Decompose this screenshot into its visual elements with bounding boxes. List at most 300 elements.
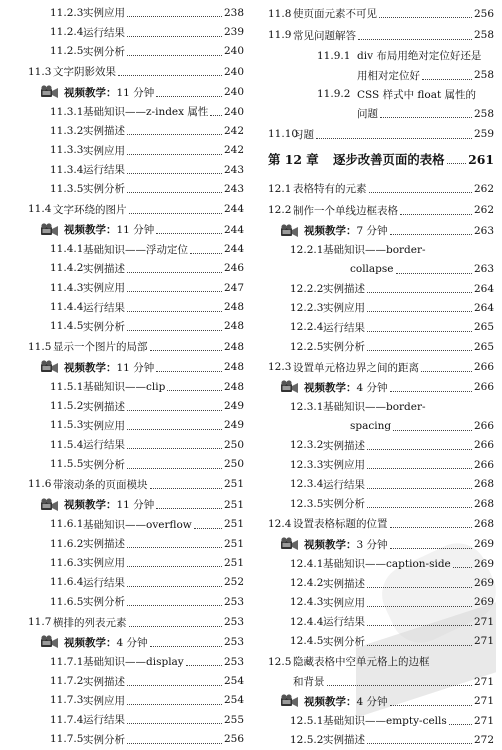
video-duration: 4 分钟 bbox=[116, 636, 148, 649]
toc-entry[interactable] bbox=[28, 553, 244, 572]
entry-title: 实例描述 bbox=[83, 400, 125, 413]
toc-entry[interactable] bbox=[28, 730, 244, 749]
toc-entry[interactable] bbox=[28, 534, 244, 553]
video-lesson-entry[interactable] bbox=[268, 692, 494, 711]
dot-leader bbox=[127, 291, 222, 292]
dot-leader bbox=[127, 605, 222, 606]
toc-entry[interactable] bbox=[28, 160, 244, 179]
video-lesson-entry[interactable] bbox=[28, 633, 244, 652]
video-label-text: 视频教学： bbox=[64, 636, 117, 649]
toc-left-column bbox=[28, 3, 244, 749]
entry-number: 11.4 bbox=[28, 203, 52, 216]
entry-title: 用相对定位好 bbox=[357, 69, 420, 82]
dot-leader bbox=[449, 724, 472, 725]
dot-leader bbox=[127, 743, 222, 744]
entry-number: 12.4.4 bbox=[290, 615, 324, 628]
entry-title: 逐步改善页面的表格 bbox=[333, 152, 445, 168]
toc-entry[interactable] bbox=[268, 730, 494, 749]
toc-entry[interactable] bbox=[28, 179, 244, 198]
entry-number: 12.3.3 bbox=[290, 458, 324, 471]
video-duration: 11 分钟 bbox=[116, 499, 155, 512]
entry-title: 基础知识——z-index 属性 bbox=[83, 106, 209, 119]
toc-entry[interactable] bbox=[268, 298, 494, 317]
entry-number: 第 12 章 bbox=[268, 152, 319, 168]
entry-title: 文字阴影效果 bbox=[53, 66, 116, 79]
dot-leader bbox=[390, 234, 472, 235]
toc-entry[interactable] bbox=[268, 279, 494, 298]
dot-leader bbox=[167, 390, 222, 391]
dot-leader bbox=[367, 488, 472, 489]
video-label-text: 视频教学： bbox=[64, 499, 117, 512]
toc-entry[interactable] bbox=[28, 573, 244, 592]
toc-entry[interactable] bbox=[268, 199, 494, 221]
video-label-text: 视频教学： bbox=[304, 381, 357, 394]
page-number: 271 bbox=[473, 695, 494, 708]
page-number: 250 bbox=[223, 458, 244, 471]
video-camera-icon bbox=[280, 224, 300, 238]
entry-title: 实例分析 bbox=[83, 458, 125, 471]
page-number: 239 bbox=[223, 26, 244, 39]
toc-entry[interactable] bbox=[268, 25, 494, 47]
page-number: 248 bbox=[223, 361, 244, 374]
toc-entry[interactable] bbox=[28, 691, 244, 710]
dot-leader bbox=[127, 272, 222, 273]
page-number: 256 bbox=[473, 7, 494, 20]
video-label-text: 视频教学： bbox=[64, 361, 117, 374]
toc-entry[interactable] bbox=[28, 297, 244, 316]
entry-title: 实例描述 bbox=[323, 577, 365, 590]
video-camera-icon bbox=[280, 537, 300, 551]
entry-title: 实例描述 bbox=[323, 439, 365, 452]
entry-number: 11.5.3 bbox=[50, 419, 84, 432]
toc-entry[interactable] bbox=[268, 337, 494, 356]
page-number: 244 bbox=[223, 223, 244, 236]
toc-entry[interactable] bbox=[28, 377, 244, 396]
entry-title: 实例应用 bbox=[83, 282, 125, 295]
page-number: 242 bbox=[223, 124, 244, 137]
page-number: 271 bbox=[473, 714, 494, 727]
entry-number: 12.2.4 bbox=[290, 321, 324, 334]
entry-number: 12.5.2 bbox=[290, 733, 324, 746]
dot-leader bbox=[129, 213, 222, 214]
page-number: 265 bbox=[473, 321, 494, 334]
entry-title: 基础知识——empty-cells bbox=[323, 715, 447, 728]
toc-entry[interactable] bbox=[28, 611, 244, 633]
page-number: 269 bbox=[473, 596, 494, 609]
entry-title: 常见问题解答 bbox=[293, 29, 356, 42]
video-lesson-entry[interactable] bbox=[268, 378, 494, 397]
dot-leader bbox=[156, 371, 222, 372]
toc-entry[interactable] bbox=[268, 104, 494, 123]
dot-leader bbox=[453, 567, 472, 568]
toc-entry[interactable] bbox=[28, 121, 244, 140]
video-label bbox=[64, 497, 154, 512]
entry-title: 表格特有的元素 bbox=[293, 183, 367, 196]
toc-entry[interactable] bbox=[268, 178, 494, 200]
video-camera-icon bbox=[40, 223, 60, 237]
video-duration: 11 分钟 bbox=[116, 361, 155, 374]
video-lesson-entry[interactable] bbox=[28, 495, 244, 514]
page-number: 251 bbox=[223, 537, 244, 550]
video-label bbox=[64, 635, 148, 650]
toc-entry[interactable] bbox=[268, 651, 494, 673]
page-number: 264 bbox=[473, 282, 494, 295]
page-number: 240 bbox=[223, 105, 244, 118]
dot-leader bbox=[367, 350, 472, 351]
entry-number: 12.2.2 bbox=[290, 282, 324, 295]
toc-entry[interactable] bbox=[28, 22, 244, 41]
dot-leader bbox=[127, 410, 222, 411]
entry-title: 基础知识——clip bbox=[83, 381, 166, 394]
entry-number: 11.3.1 bbox=[50, 105, 84, 118]
toc-entry[interactable] bbox=[28, 141, 244, 160]
page-number: 251 bbox=[223, 518, 244, 531]
dot-leader bbox=[127, 173, 222, 174]
entry-title: 实例分析 bbox=[83, 733, 125, 746]
toc-entry[interactable] bbox=[28, 671, 244, 690]
dot-leader bbox=[367, 625, 472, 626]
entry-number: 11.4.4 bbox=[50, 301, 84, 314]
toc-entry[interactable] bbox=[28, 474, 244, 496]
entry-title: 基础知识——浮动定位 bbox=[83, 243, 188, 256]
dot-leader bbox=[127, 566, 222, 567]
entry-number: 12.4.1 bbox=[290, 557, 324, 570]
dot-leader bbox=[127, 547, 222, 548]
toc-entry[interactable] bbox=[28, 61, 244, 83]
toc-entry[interactable] bbox=[268, 593, 494, 612]
page-number: 271 bbox=[473, 635, 494, 648]
video-duration: 11 分钟 bbox=[116, 86, 155, 99]
entry-number: 11.7 bbox=[28, 616, 52, 629]
dot-leader bbox=[127, 330, 222, 331]
entry-number: 11.3 bbox=[28, 65, 52, 78]
entry-title: 实例分析 bbox=[83, 45, 125, 58]
toc-entry[interactable] bbox=[28, 592, 244, 611]
entry-number: 12.3.4 bbox=[290, 478, 324, 491]
page-number: 253 bbox=[223, 636, 244, 649]
entry-number: 11.5.4 bbox=[50, 438, 84, 451]
toc-entry[interactable] bbox=[268, 318, 494, 337]
entry-title: collapse bbox=[350, 263, 394, 276]
video-lesson-entry[interactable] bbox=[28, 220, 244, 239]
dot-leader bbox=[400, 214, 472, 215]
dot-leader bbox=[127, 134, 222, 135]
page-number: 242 bbox=[223, 144, 244, 157]
page-number: 248 bbox=[223, 340, 244, 353]
entry-title: 实例描述 bbox=[83, 262, 125, 275]
toc-entry[interactable] bbox=[268, 513, 494, 535]
dot-leader bbox=[127, 685, 222, 686]
entry-title: 习题 bbox=[293, 128, 314, 141]
toc-entry[interactable] bbox=[268, 672, 494, 691]
entry-number: 12.4.3 bbox=[290, 596, 324, 609]
dot-leader bbox=[380, 117, 472, 118]
page-number: 254 bbox=[223, 675, 244, 688]
entry-title: 运行结果 bbox=[83, 714, 125, 727]
toc-entry[interactable] bbox=[268, 260, 494, 279]
page-number: 263 bbox=[473, 263, 494, 276]
toc-entry[interactable] bbox=[28, 515, 244, 534]
entry-number: 11.9.2 bbox=[317, 88, 351, 101]
toc-entry[interactable] bbox=[28, 199, 244, 221]
entry-number: 12.4 bbox=[268, 517, 292, 530]
entry-title: 实例应用 bbox=[83, 144, 125, 157]
page-number: 268 bbox=[473, 478, 494, 491]
entry-title: 隐藏表格中空单元格上的边框 bbox=[293, 656, 430, 668]
dot-leader bbox=[367, 449, 472, 450]
page-number: 266 bbox=[473, 458, 494, 471]
entry-number: 11.3.5 bbox=[50, 182, 84, 195]
entry-number: 12.2.1 bbox=[290, 243, 324, 256]
entry-number: 12.2 bbox=[268, 204, 292, 217]
entry-title: 设置表格标题的位置 bbox=[293, 518, 388, 531]
toc-entry[interactable] bbox=[268, 711, 494, 730]
dot-leader bbox=[127, 429, 222, 430]
toc-entry[interactable] bbox=[268, 436, 494, 455]
page-number: 253 bbox=[223, 595, 244, 608]
entry-title: 和背景 bbox=[293, 676, 325, 689]
entry-title: 基础知识——display bbox=[83, 656, 184, 669]
dot-leader bbox=[390, 705, 472, 706]
entry-title: 使页面元素不可见 bbox=[293, 8, 377, 21]
page-number: 261 bbox=[468, 151, 494, 167]
chapter-heading[interactable] bbox=[268, 145, 494, 174]
page-number: 258 bbox=[473, 69, 494, 82]
dot-leader bbox=[194, 528, 222, 529]
entry-title: 实例应用 bbox=[323, 302, 365, 315]
dot-leader bbox=[127, 586, 222, 587]
toc-entry[interactable] bbox=[268, 85, 494, 104]
toc-entry[interactable] bbox=[28, 102, 244, 121]
entry-number: 11.7.4 bbox=[50, 713, 84, 726]
toc-entry[interactable] bbox=[268, 455, 494, 474]
toc-entry[interactable] bbox=[28, 454, 244, 473]
dot-leader bbox=[421, 371, 472, 372]
toc-entry[interactable] bbox=[268, 494, 494, 513]
dot-leader bbox=[127, 192, 222, 193]
entry-title: 实例分析 bbox=[323, 341, 365, 354]
page-number: 262 bbox=[473, 182, 494, 195]
toc-entry[interactable] bbox=[28, 42, 244, 61]
page-number: 251 bbox=[223, 556, 244, 569]
toc-entry[interactable] bbox=[28, 259, 244, 278]
entry-number: 11.6.1 bbox=[50, 518, 84, 531]
video-duration: 3 分钟 bbox=[356, 538, 388, 551]
dot-leader bbox=[393, 430, 472, 431]
dot-leader bbox=[367, 331, 472, 332]
entry-title: 实例应用 bbox=[83, 557, 125, 570]
page-number: 271 bbox=[473, 675, 494, 688]
toc-entry[interactable] bbox=[268, 416, 494, 435]
entry-number: 11.5.1 bbox=[50, 380, 84, 393]
page-number: 252 bbox=[223, 576, 244, 589]
entry-number: 11.6.4 bbox=[50, 576, 84, 589]
video-label-text: 视频教学： bbox=[304, 225, 357, 238]
video-lesson-entry[interactable] bbox=[268, 535, 494, 554]
video-label bbox=[64, 360, 154, 375]
dot-leader bbox=[367, 468, 472, 469]
entry-title: spacing bbox=[350, 420, 392, 433]
entry-title: 运行结果 bbox=[323, 616, 365, 629]
page-number: 266 bbox=[473, 381, 494, 394]
toc-entry[interactable] bbox=[28, 652, 244, 671]
toc-entry[interactable] bbox=[28, 710, 244, 729]
toc-entry[interactable] bbox=[268, 240, 494, 259]
entry-title: 实例分析 bbox=[83, 320, 125, 333]
entry-number: 11.5.5 bbox=[50, 458, 84, 471]
dot-leader bbox=[367, 606, 472, 607]
toc-entry[interactable] bbox=[28, 336, 244, 358]
page-number: 251 bbox=[223, 478, 244, 491]
dot-leader bbox=[127, 36, 222, 37]
dot-leader bbox=[127, 448, 222, 449]
page-number: 248 bbox=[223, 380, 244, 393]
entry-title: 带滚动条的页面模块 bbox=[53, 478, 148, 491]
entry-number: 11.7.3 bbox=[50, 694, 84, 707]
dot-leader bbox=[127, 311, 222, 312]
entry-number: 11.3.2 bbox=[50, 124, 84, 137]
dot-leader bbox=[156, 233, 222, 234]
toc-entry[interactable] bbox=[28, 416, 244, 435]
dot-leader bbox=[129, 626, 222, 627]
page-number: 269 bbox=[473, 557, 494, 570]
page-number: 244 bbox=[223, 203, 244, 216]
entry-number: 12.5 bbox=[268, 655, 292, 668]
toc-entry[interactable] bbox=[268, 612, 494, 631]
toc-entry[interactable] bbox=[268, 573, 494, 592]
entry-title: 运行结果 bbox=[83, 301, 125, 314]
entry-number: 11.3.3 bbox=[50, 144, 84, 157]
entry-title: 基础知识——border- bbox=[323, 401, 426, 414]
entry-title: 问题 bbox=[357, 108, 378, 121]
entry-number: 11.4.3 bbox=[50, 281, 84, 294]
entry-title: 实例分析 bbox=[83, 596, 125, 609]
entry-title: 实例描述 bbox=[83, 675, 125, 688]
entry-number: 12.5.1 bbox=[290, 714, 324, 727]
entry-title: 实例描述 bbox=[83, 125, 125, 138]
page-number: 240 bbox=[223, 65, 244, 78]
page-number: 265 bbox=[473, 340, 494, 353]
dot-leader bbox=[186, 665, 222, 666]
entry-title: 实例描述 bbox=[323, 283, 365, 296]
video-camera-icon bbox=[40, 85, 60, 99]
toc-entry[interactable] bbox=[28, 239, 244, 258]
dot-leader bbox=[396, 273, 472, 274]
entry-title: 实例应用 bbox=[83, 694, 125, 707]
entry-number: 11.7.1 bbox=[50, 655, 84, 668]
page-number: 247 bbox=[223, 281, 244, 294]
toc-entry[interactable] bbox=[28, 435, 244, 454]
entry-title: 实例应用 bbox=[83, 419, 125, 432]
toc-entry[interactable] bbox=[268, 46, 494, 65]
toc-entry[interactable] bbox=[28, 3, 244, 22]
video-duration: 7 分钟 bbox=[356, 225, 388, 238]
dot-leader bbox=[210, 115, 222, 116]
page-number: 251 bbox=[223, 498, 244, 511]
dot-leader bbox=[156, 96, 222, 97]
entry-title: 横排的列表元素 bbox=[53, 616, 127, 629]
video-label bbox=[304, 380, 388, 395]
page-number: 254 bbox=[223, 694, 244, 707]
video-lesson-entry[interactable] bbox=[28, 358, 244, 377]
dot-leader bbox=[369, 192, 472, 193]
page-number: 249 bbox=[223, 400, 244, 413]
dot-leader bbox=[327, 685, 472, 686]
page-number: 248 bbox=[223, 301, 244, 314]
video-lesson-entry[interactable] bbox=[28, 83, 244, 102]
video-camera-icon bbox=[40, 360, 60, 374]
video-label bbox=[64, 222, 154, 237]
page-number: 255 bbox=[223, 713, 244, 726]
toc-entry[interactable] bbox=[268, 123, 494, 145]
toc-entry[interactable] bbox=[268, 475, 494, 494]
page-number: 256 bbox=[223, 733, 244, 746]
toc-entry[interactable] bbox=[268, 397, 494, 416]
page-number: 266 bbox=[473, 420, 494, 433]
page-number: 243 bbox=[223, 163, 244, 176]
toc-entry[interactable] bbox=[28, 396, 244, 415]
video-camera-icon bbox=[280, 694, 300, 708]
entry-title: 实例分析 bbox=[323, 498, 365, 511]
video-lesson-entry[interactable] bbox=[268, 221, 494, 240]
entry-title: 实例应用 bbox=[323, 596, 365, 609]
toc-entry[interactable] bbox=[268, 3, 494, 25]
dot-leader bbox=[156, 508, 222, 509]
toc-entry[interactable] bbox=[28, 278, 244, 297]
page-number: 253 bbox=[223, 616, 244, 629]
entry-number: 12.2.5 bbox=[290, 340, 324, 353]
dot-leader bbox=[367, 743, 472, 744]
entry-number: 11.9.1 bbox=[317, 49, 351, 62]
entry-number: 11.2.4 bbox=[50, 26, 84, 39]
entry-number: 11.3.4 bbox=[50, 163, 84, 176]
page-number: 259 bbox=[473, 128, 494, 141]
toc-entry[interactable] bbox=[268, 65, 494, 84]
entry-number: 11.4.1 bbox=[50, 243, 84, 256]
page-number: 258 bbox=[473, 107, 494, 120]
video-label bbox=[304, 537, 388, 552]
video-label-text: 视频教学： bbox=[64, 86, 117, 99]
toc-entry[interactable] bbox=[28, 317, 244, 336]
toc-right-column bbox=[268, 3, 494, 750]
entry-title: 运行结果 bbox=[323, 321, 365, 334]
page-number: 271 bbox=[473, 615, 494, 628]
page-number: 250 bbox=[223, 438, 244, 451]
video-label-text: 视频教学： bbox=[304, 695, 357, 708]
entry-title: 显示一个图片的局部 bbox=[53, 341, 148, 354]
entry-number: 11.7.5 bbox=[50, 733, 84, 746]
page-number: 258 bbox=[473, 29, 494, 42]
dot-leader bbox=[390, 391, 472, 392]
entry-title: 实例描述 bbox=[83, 538, 125, 551]
entry-number: 12.2.3 bbox=[290, 301, 324, 314]
video-camera-icon bbox=[280, 380, 300, 394]
toc-entry[interactable] bbox=[268, 631, 494, 650]
toc-entry[interactable] bbox=[268, 554, 494, 573]
page-number: 246 bbox=[223, 262, 244, 275]
dot-leader bbox=[379, 17, 472, 18]
dot-leader bbox=[150, 350, 222, 351]
video-camera-icon bbox=[40, 635, 60, 649]
dot-leader bbox=[118, 75, 222, 76]
page-number: 238 bbox=[223, 6, 244, 19]
page-number: 240 bbox=[223, 45, 244, 58]
entry-title: 运行结果 bbox=[83, 439, 125, 452]
toc-entry[interactable] bbox=[268, 356, 494, 378]
page-number: 268 bbox=[473, 497, 494, 510]
entry-title: div 布局用绝对定位好还是 bbox=[357, 50, 482, 63]
dot-leader bbox=[190, 253, 222, 254]
